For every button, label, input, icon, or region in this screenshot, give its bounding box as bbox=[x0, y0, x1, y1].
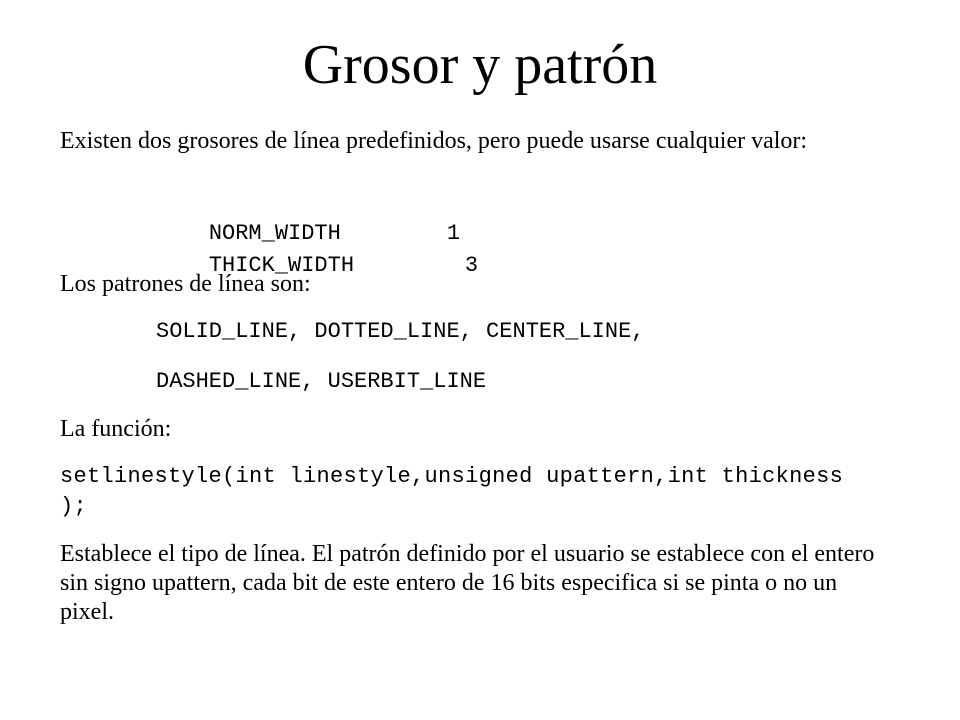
pattern-list-line-1: SOLID_LINE, DOTTED_LINE, CENTER_LINE, bbox=[156, 319, 645, 344]
slide-title: Grosor y patrón bbox=[302, 34, 658, 96]
pattern-list-line-2: DASHED_LINE, USERBIT_LINE bbox=[156, 369, 487, 394]
constant-value: 1 bbox=[446, 221, 461, 246]
description-paragraph: Establece el tipo de línea. El patrón definido por el usuario se establece con el entero sin signo upattern, cada bit de este entero de 16 bits especifica si se pinta o no un pixel. bbox=[60, 541, 875, 625]
constant-name: NORM_WIDTH bbox=[208, 221, 341, 246]
constant-value: 3 bbox=[464, 253, 479, 278]
patterns-label: Los patrones de línea son: bbox=[60, 271, 311, 297]
function-signature: setlinestyle(int linestyle,unsigned upattern,int thickness ); bbox=[60, 464, 844, 519]
function-label: La función: bbox=[60, 416, 172, 442]
constant-name: THICK_WIDTH bbox=[208, 253, 355, 278]
intro-paragraph: Existen dos grosores de línea predefinidos, pero puede usarse cualquier valor: bbox=[60, 128, 808, 154]
